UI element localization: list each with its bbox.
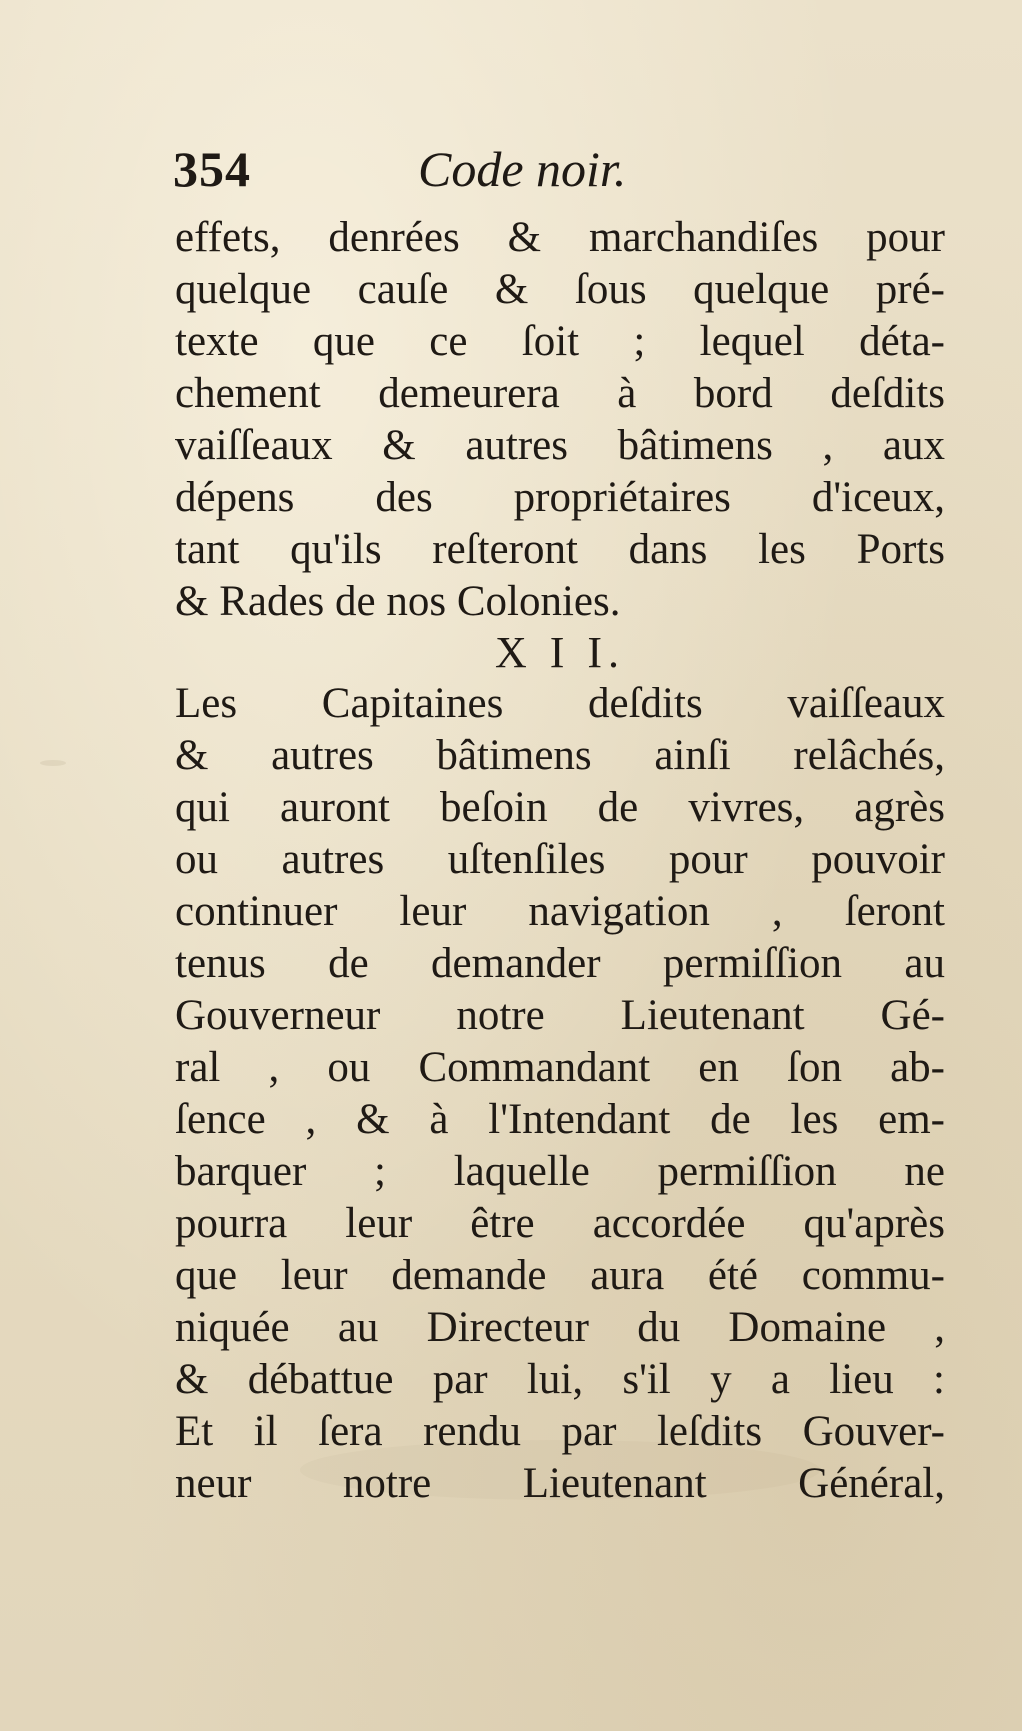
text-line: neur notre Lieutenant Général, bbox=[175, 1460, 945, 1507]
text-line: chement demeurera à bord deſdits bbox=[175, 370, 945, 417]
text-line: niquée au Directeur du Domaine , bbox=[175, 1304, 945, 1351]
text-line: barquer ; laquelle permiſſion ne bbox=[175, 1148, 945, 1195]
text-line: vaiſſeaux & autres bâtimens , aux bbox=[175, 422, 945, 469]
page-number: 354 bbox=[173, 141, 251, 197]
text-line: & autres bâtimens ainſi relâchés, bbox=[175, 732, 945, 779]
text-line: quelque cauſe & ſous quelque pré- bbox=[175, 266, 945, 313]
text-line: Gouverneur notre Lieutenant Gé- bbox=[175, 992, 945, 1039]
text-line: dépens des propriétaires d'iceux, bbox=[175, 474, 945, 521]
text-line: pourra leur être accordée qu'après bbox=[175, 1200, 945, 1247]
page-header bbox=[173, 140, 953, 200]
text-line: effets, denrées & marchandiſes pour bbox=[175, 214, 945, 261]
paper-stain bbox=[40, 760, 66, 766]
body-text bbox=[175, 212, 945, 1510]
running-head: Code noir. bbox=[418, 141, 627, 197]
text-line: ſence , & à l'Intendant de les em- bbox=[175, 1096, 945, 1143]
text-line: tenus de demander permiſſion au bbox=[175, 940, 945, 987]
text-line: & Rades de nos Colonies. bbox=[175, 578, 621, 625]
text-line: Les Capitaines deſdits vaiſſeaux bbox=[175, 680, 945, 727]
text-line: tant qu'ils reſteront dans les Ports bbox=[175, 526, 945, 573]
text-line: Et il ſera rendu par leſdits Gouver- bbox=[175, 1408, 945, 1455]
text-line: qui auront beſoin de vivres, agrès bbox=[175, 784, 945, 831]
text-line: continuer leur navigation , ſeront bbox=[175, 888, 945, 935]
section-heading: X I I. bbox=[494, 628, 626, 677]
text-line: texte que ce ſoit ; lequel déta- bbox=[175, 318, 945, 365]
text-line: que leur demande aura été commu- bbox=[175, 1252, 945, 1299]
text-line: ou autres uſtenſiles pour pouvoir bbox=[175, 836, 945, 883]
text-line: & débattue par lui, s'il y a lieu : bbox=[175, 1356, 945, 1403]
text-line: ral , ou Commandant en ſon ab- bbox=[175, 1044, 945, 1091]
